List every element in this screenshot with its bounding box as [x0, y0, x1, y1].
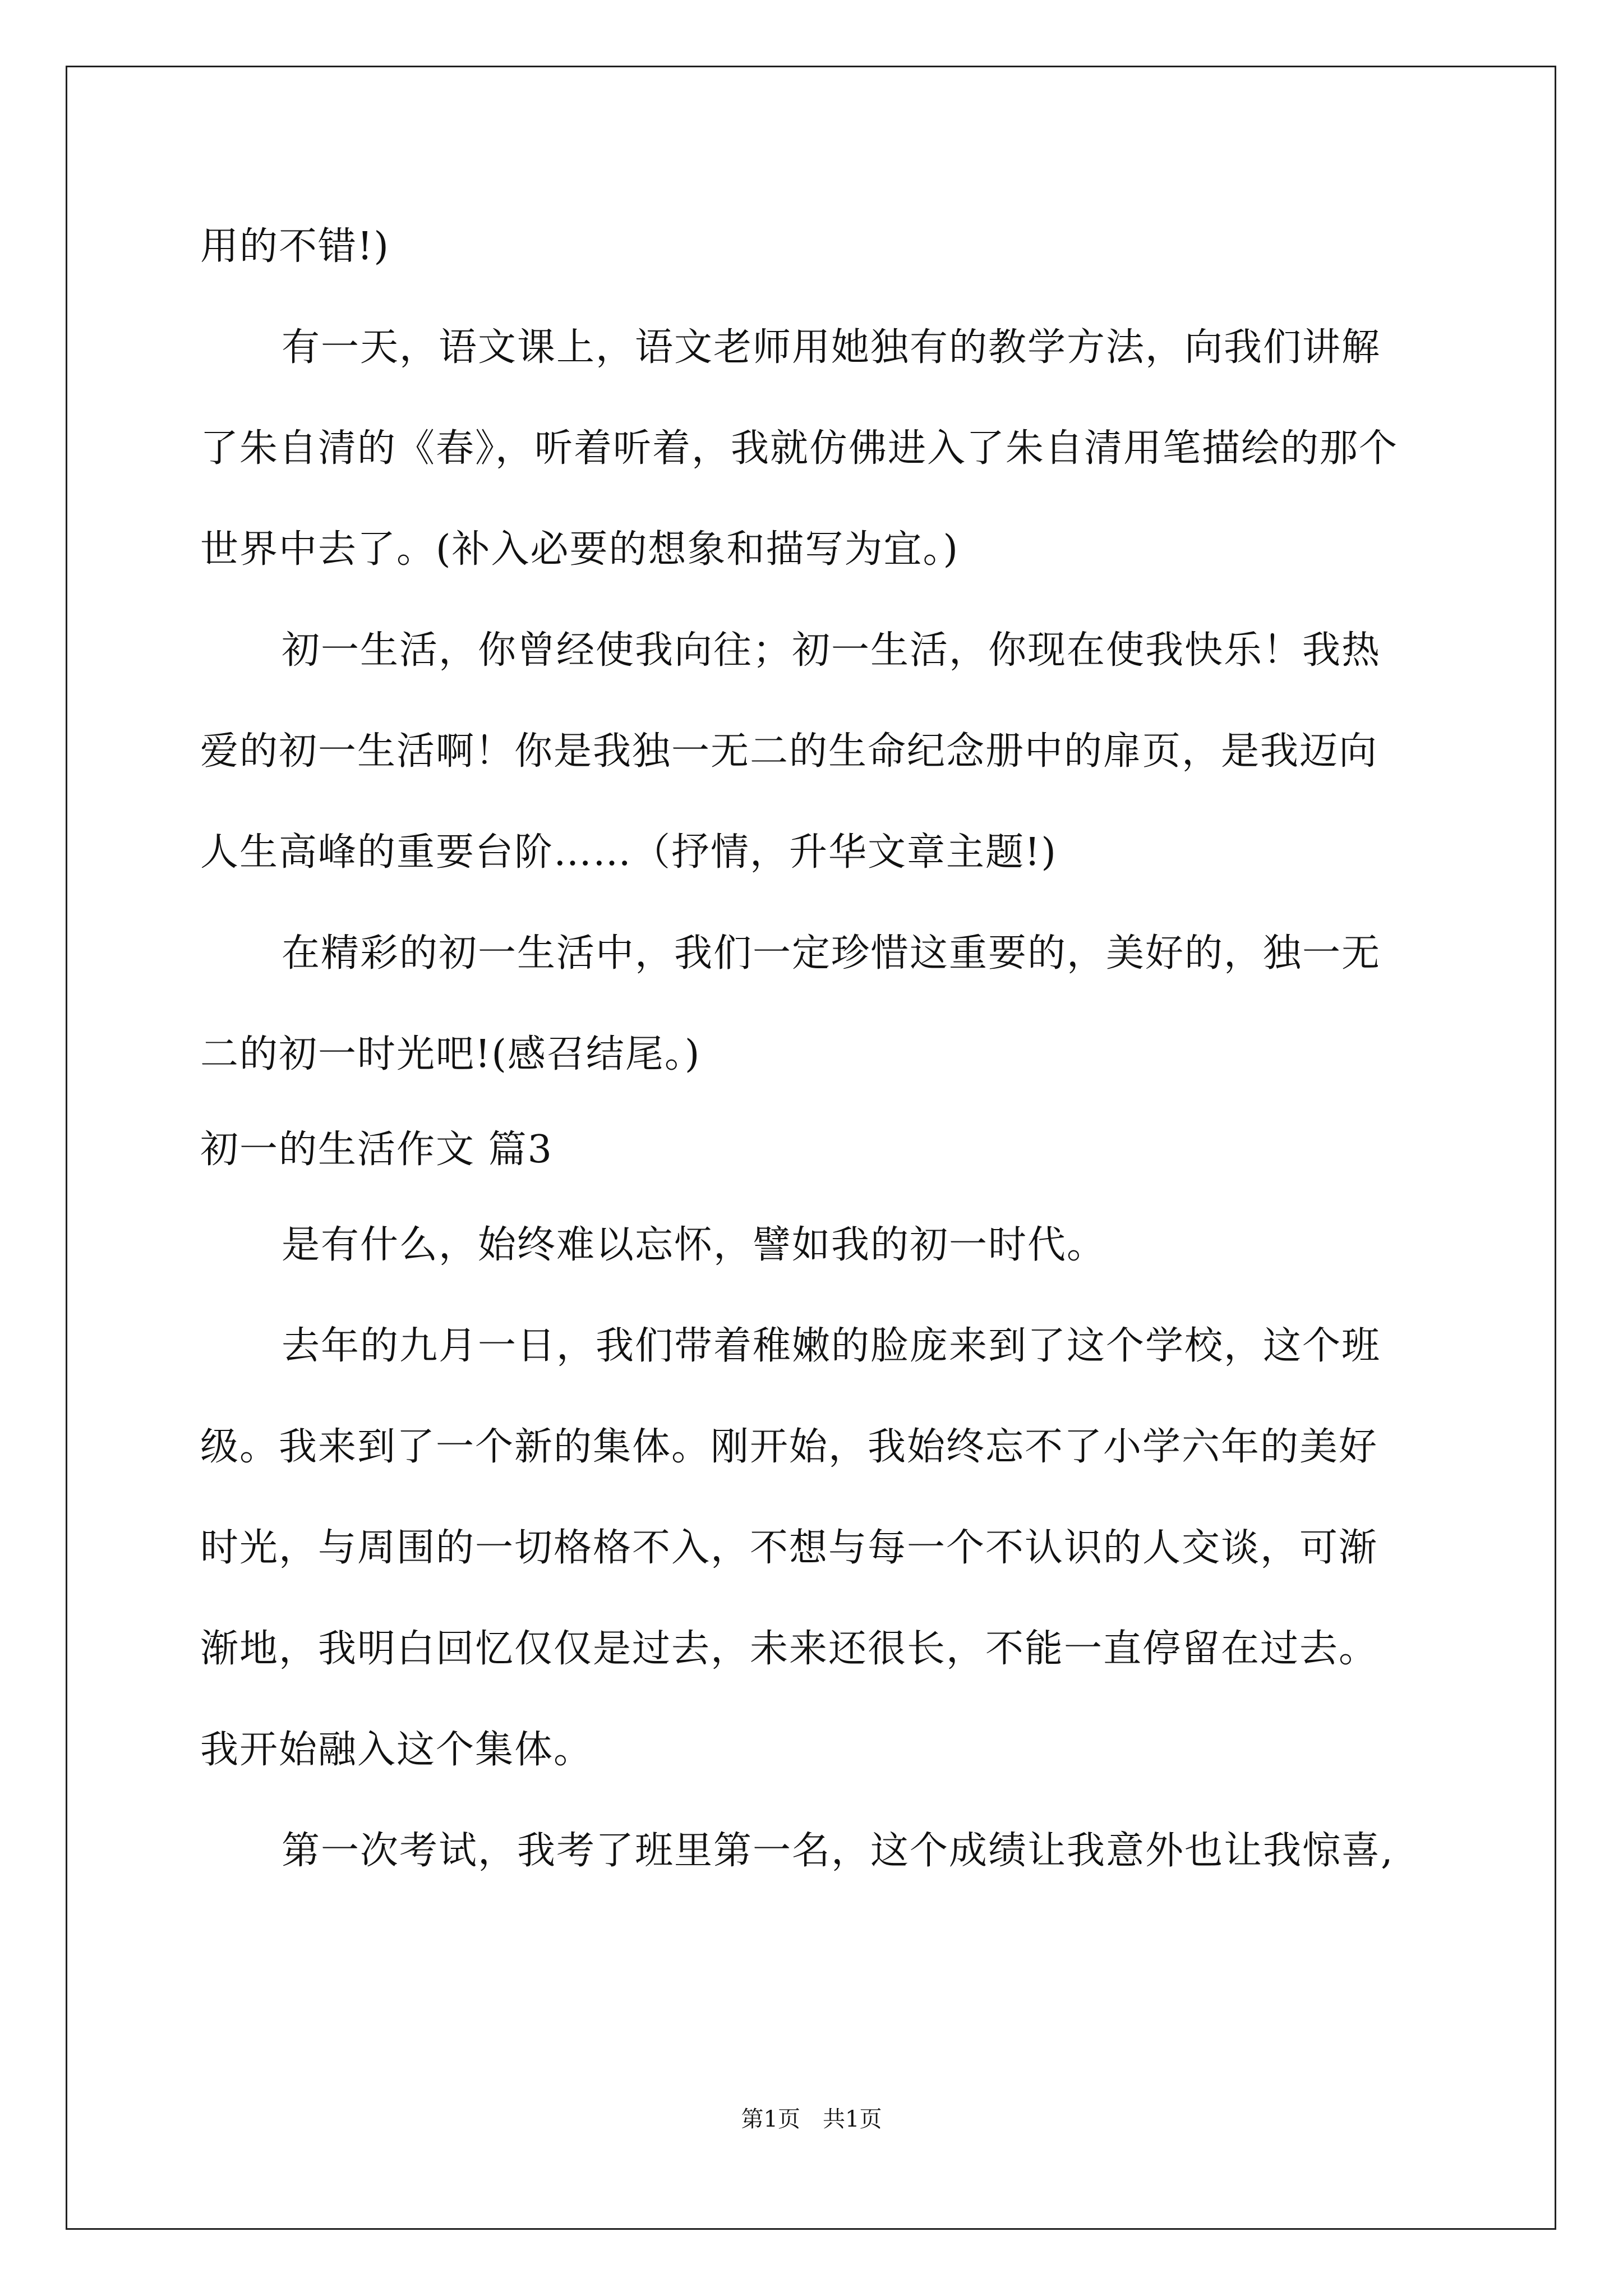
section-heading: 初一的生活作文 篇3	[200, 1128, 553, 1172]
text-line: 用的不错!)	[200, 224, 390, 269]
paragraph-start: 初一生活，你曾经使我向往；初一生活，你现在使我快乐！我热	[282, 628, 1381, 673]
text-line: 二的初一时光吧!(感召结尾。)	[200, 1032, 701, 1076]
text-line: 级。我来到了一个新的集体。刚开始，我始终忘不了小学六年的美好	[200, 1425, 1378, 1469]
paragraph-start: 去年的九月一日，我们带着稚嫩的脸庞来到了这个学校，这个班	[282, 1324, 1381, 1368]
text-line: 人生高峰的重要台阶……（抒情，升华文章主题!)	[200, 830, 1057, 875]
paragraph-start: 第一次考试，我考了班里第一名，这个成绩让我意外也让我惊喜,	[282, 1829, 1394, 1873]
paragraph-start: 是有什么，始终难以忘怀，譬如我的初一时代。	[282, 1223, 1106, 1267]
page-number-footer: 第1页 共1页	[741, 2106, 882, 2132]
text-line: 我开始融入这个集体。	[200, 1728, 593, 1772]
text-line: 世界中去了。(补入必要的想象和描写为宜。)	[200, 527, 960, 572]
paragraph-start: 在精彩的初一生活中，我们一定珍惜这重要的，美好的，独一无	[282, 931, 1381, 976]
text-line: 了朱自清的《春》，听着听着，我就仿佛进入了朱自清用笔描绘的那个	[200, 426, 1399, 471]
text-line: 时光，与周围的一切格格不入，不想与每一个不认识的人交谈，可渐	[200, 1526, 1378, 1570]
text-line: 渐地，我明白回忆仅仅是过去，未来还很长，不能一直停留在过去。	[200, 1627, 1378, 1671]
text-line: 爱的初一生活啊！你是我独一无二的生命纪念册中的扉页，是我迈向	[200, 729, 1378, 774]
paragraph-start: 有一天，语文课上，语文老师用她独有的教学方法，向我们讲解	[282, 325, 1381, 370]
